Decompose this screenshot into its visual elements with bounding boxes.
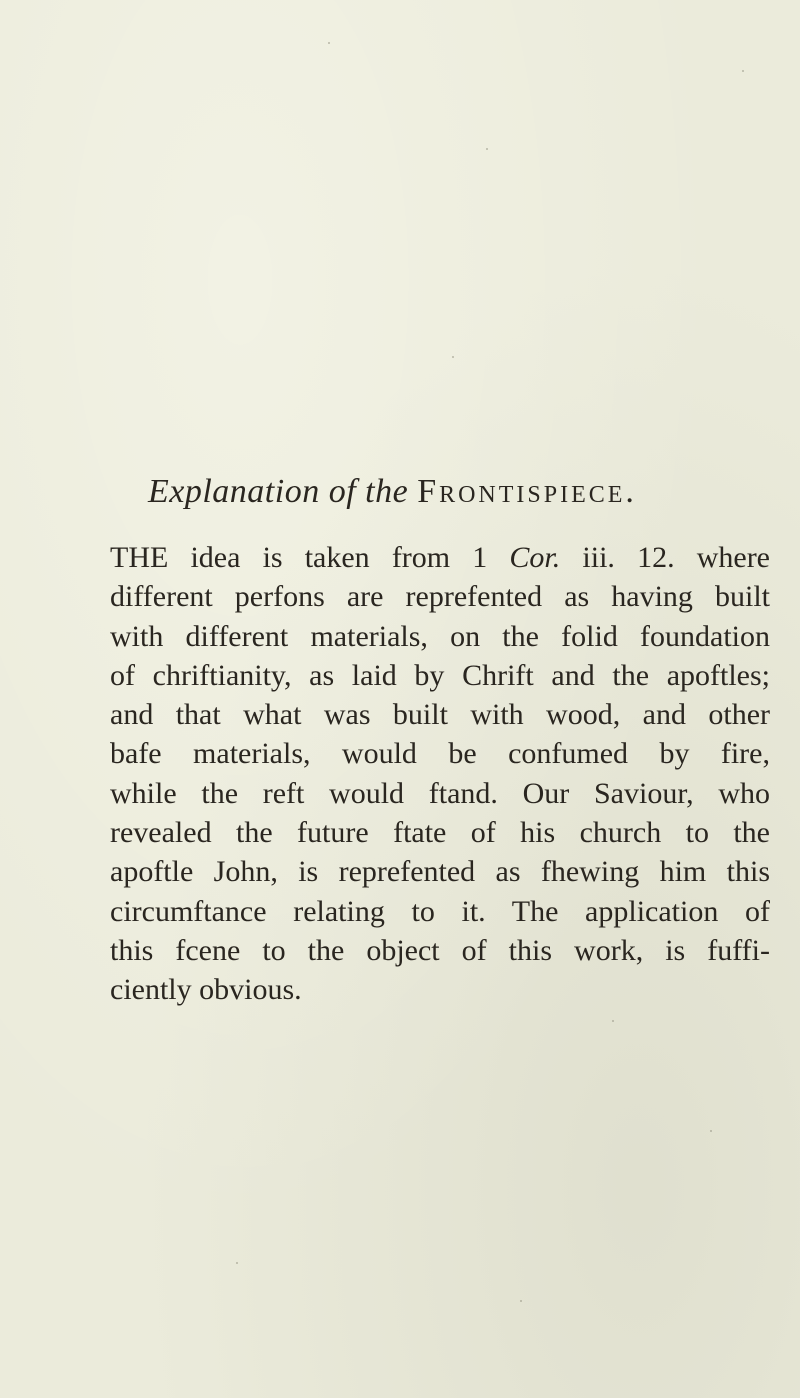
text-line: and that what was built with wood, and other (110, 698, 770, 732)
text-line: THE idea is taken from 1 Cor. iii. 12. where (110, 541, 770, 574)
body-paragraph (110, 538, 770, 1010)
text-line: different perfons are reprefented as having built (110, 580, 770, 614)
text-line: of chriftianity, as laid by Chrift and the apoftles; (110, 658, 770, 692)
paper-speck (452, 356, 454, 358)
text-line: with different materials, on the folid foundation (110, 619, 770, 653)
text-line: apoftle John, is reprefented as fhewing him this (110, 855, 770, 889)
title-italic-part: Explanation of the (148, 473, 409, 510)
text-line: bafe materials, would be confumed by fire, (110, 737, 770, 771)
paper-speck (612, 1020, 614, 1022)
paper-speck (236, 1262, 238, 1264)
text-line: circumftance relating to it. The application of (110, 894, 770, 928)
page-title (148, 466, 768, 518)
paper-speck (742, 70, 744, 72)
title-smallcaps-part: Frontispiece. (417, 473, 637, 510)
paper-speck (710, 1130, 712, 1132)
paper-speck (520, 1300, 522, 1302)
text-line: this fcene to the object of this work, is fuffi- (110, 933, 770, 967)
paper-speck (486, 148, 488, 150)
paper-speck (328, 42, 330, 44)
text-line: revealed the future ftate of his church to the (110, 816, 770, 850)
text-line: while the reft would ftand. Our Saviour, who (110, 776, 770, 810)
text-line: ciently obvious. (110, 973, 302, 1007)
